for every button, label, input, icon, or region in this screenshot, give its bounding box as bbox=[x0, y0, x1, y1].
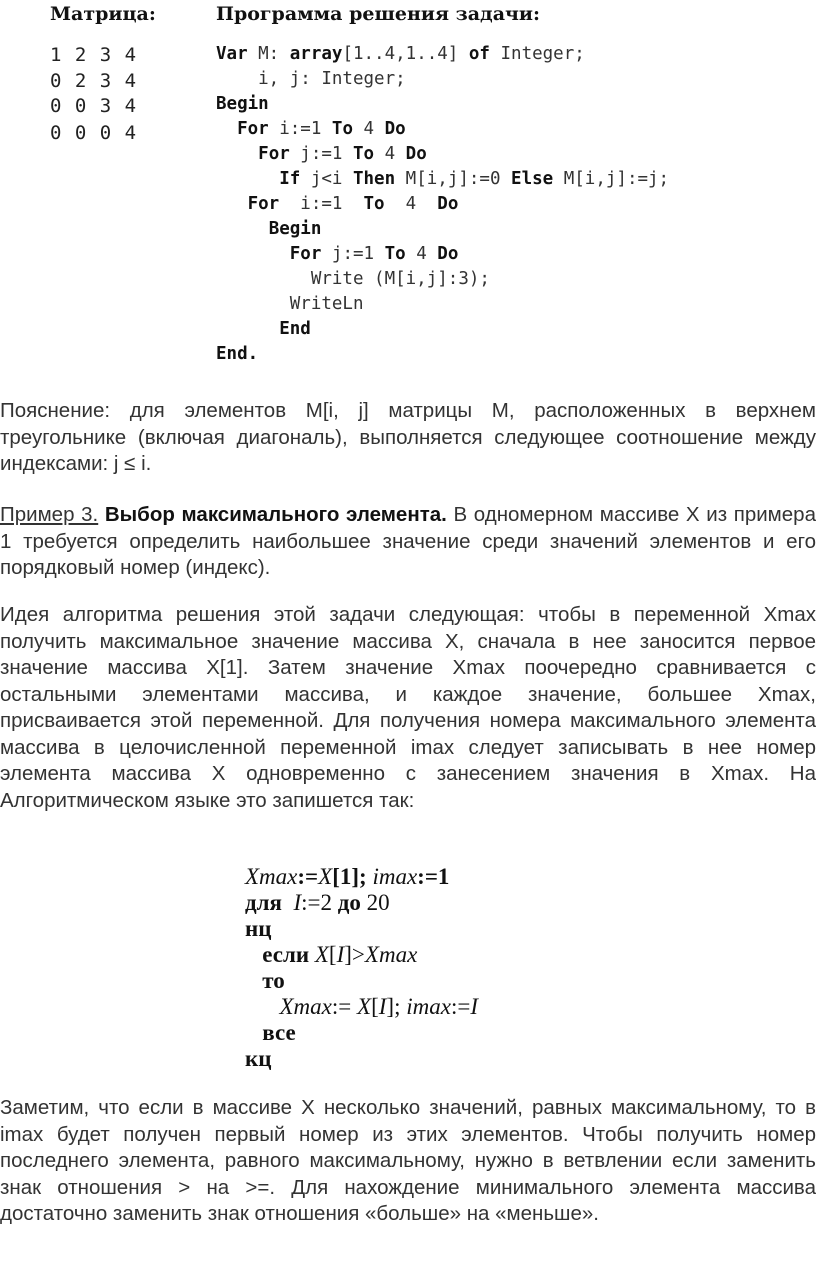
code-keyword: For bbox=[258, 144, 290, 164]
code-line bbox=[216, 192, 669, 217]
code-text: 4 bbox=[405, 244, 438, 264]
code-text bbox=[216, 319, 279, 339]
code-text bbox=[216, 194, 248, 214]
program-header: Программа решения задачи: bbox=[216, 3, 541, 25]
algorithm-text bbox=[245, 994, 280, 1019]
algorithm-text bbox=[282, 890, 294, 915]
code-line bbox=[216, 217, 669, 242]
algorithm-text: :=2 bbox=[301, 890, 338, 915]
code-text: j<i bbox=[300, 169, 353, 189]
code-text: 4 bbox=[384, 194, 438, 214]
algorithm-line bbox=[245, 1020, 478, 1046]
example-link[interactable]: Пример 3. bbox=[0, 503, 99, 526]
code-keyword: For bbox=[247, 194, 280, 214]
code-text: Write (M[i,j]:3); bbox=[216, 269, 490, 289]
code-line bbox=[216, 242, 669, 267]
example-title: Выбор максимального элемента. bbox=[104, 503, 447, 526]
algorithm-text: Xmax bbox=[364, 942, 418, 967]
algorithm-line bbox=[245, 890, 478, 916]
algorithm-keyword: :=1 bbox=[417, 864, 450, 889]
algorithm-keyword: для bbox=[245, 890, 282, 915]
algorithm-text: X bbox=[314, 942, 329, 967]
algorithm-text: imax bbox=[406, 994, 451, 1019]
code-line bbox=[216, 42, 669, 67]
code-line bbox=[216, 142, 669, 167]
explanation-paragraph: Пояснение: для элементов M[i, j] матрицы M, расположенных в верхнем треугольнике (включая диагональ), выполняется следующее соотношение между индексами: j ≤ i. bbox=[0, 399, 816, 475]
code-keyword: For bbox=[237, 119, 269, 139]
algorithm-line bbox=[245, 994, 478, 1020]
algorithm-keyword: [1]; bbox=[332, 864, 373, 889]
code-text: M: bbox=[247, 44, 290, 64]
code-text: M[i,j]:=0 bbox=[395, 169, 512, 189]
code-line bbox=[216, 117, 669, 142]
code-keyword: Begin bbox=[216, 94, 269, 114]
code-keyword: Do bbox=[437, 244, 459, 264]
algorithm-keyword: то bbox=[262, 968, 285, 993]
algorithm-idea-paragraph: Идея алгоритма решения этой задачи следующая: чтобы в переменной Xmax получить максимальное значение массива X, сначала в нее заносится первое значение массива X[1]. Затем значение Xmax поочередно сравнивается с остальными элементами массива, и каждое значение, большее Xmax, присваивается этой переменной. Для получения номера максимального элемента массива в целочисленной переменной imax следует записывать в нее номер элемента массива X одновременно с занесением значения в Xmax. На Алгоритмическом языке это запишется так: bbox=[0, 603, 816, 812]
code-keyword: Do bbox=[405, 144, 427, 164]
code-text: i, j: Integer; bbox=[216, 69, 406, 89]
algorithm-text: ]; bbox=[386, 994, 407, 1019]
algorithm-text bbox=[245, 1020, 262, 1045]
algorithm-keyword: все bbox=[262, 1020, 296, 1045]
algorithm-line bbox=[245, 968, 478, 994]
algorithm-text: [ bbox=[328, 942, 337, 967]
code-keyword: End. bbox=[216, 344, 259, 364]
algorithm-text: I bbox=[470, 994, 478, 1019]
matrix-row: 0 0 0 4 bbox=[50, 122, 138, 144]
algorithm-text: I bbox=[293, 890, 302, 915]
code-keyword: Var bbox=[216, 44, 248, 64]
code-text: 4 bbox=[374, 144, 406, 164]
code-line bbox=[216, 342, 669, 367]
code-text: i:=1 bbox=[279, 194, 364, 214]
code-text bbox=[216, 219, 269, 239]
code-text bbox=[216, 144, 258, 164]
matrix-row: 0 0 3 4 bbox=[50, 95, 138, 117]
algorithm-line bbox=[245, 942, 478, 968]
code-keyword: Do bbox=[384, 119, 406, 139]
algorithm-text: ]> bbox=[344, 942, 365, 967]
code-text: i:=1 bbox=[268, 119, 332, 139]
code-keyword: Begin bbox=[268, 219, 322, 239]
algorithm-keyword: нц bbox=[245, 916, 272, 941]
code-keyword: array bbox=[289, 44, 343, 64]
code-keyword: End bbox=[279, 319, 311, 339]
code-text bbox=[216, 119, 237, 139]
algorithm-keyword: до bbox=[337, 890, 361, 915]
algorithm-block bbox=[245, 864, 478, 1072]
algorithm-text: Xmax bbox=[245, 864, 298, 889]
algorithm-text: X bbox=[318, 864, 333, 889]
program-code bbox=[216, 42, 669, 367]
code-text bbox=[216, 244, 290, 264]
code-line bbox=[216, 292, 669, 317]
algorithm-text bbox=[245, 942, 262, 967]
code-keyword: If bbox=[279, 169, 301, 189]
code-keyword: To bbox=[331, 119, 353, 139]
algorithm-line bbox=[245, 1046, 478, 1072]
code-keyword: For bbox=[289, 244, 322, 264]
algorithm-text: := bbox=[331, 994, 357, 1019]
code-text: j:=1 bbox=[289, 144, 353, 164]
code-keyword: Then bbox=[352, 169, 396, 189]
algorithm-keyword: если bbox=[262, 942, 310, 967]
algorithm-keyword: кц bbox=[245, 1046, 272, 1071]
code-keyword: To bbox=[384, 244, 406, 264]
code-keyword: Do bbox=[437, 194, 459, 214]
matrix-row: 0 2 3 4 bbox=[50, 70, 138, 92]
algorithm-text: Xmax bbox=[279, 994, 332, 1019]
code-text: M[i,j]:=j; bbox=[553, 169, 670, 189]
code-line bbox=[216, 67, 669, 92]
code-text: WriteLn bbox=[216, 294, 364, 314]
code-keyword: of bbox=[468, 44, 490, 64]
code-keyword: To bbox=[352, 144, 375, 164]
algorithm-keyword: := bbox=[297, 864, 319, 889]
algorithm-text: imax bbox=[372, 864, 418, 889]
example-paragraph bbox=[0, 502, 816, 582]
algorithm-text: := bbox=[450, 994, 471, 1019]
note-paragraph: Заметим, что если в массиве X несколько значений, равных максимальному, то в imax будет получен первый номер из этих элементов. Чтобы получить номер последнего элемента, равного максимальному, нужно в ветвлении если заменить знак отношения > на >=. Для нахождение минимального элемента массива достаточно заменить знак отношения «больше» на «меньше». bbox=[0, 1096, 816, 1225]
code-line bbox=[216, 317, 669, 342]
code-keyword: Else bbox=[511, 169, 554, 189]
algorithm-text: [ bbox=[371, 994, 379, 1019]
code-text: j:=1 bbox=[321, 244, 385, 264]
code-text: Integer; bbox=[489, 44, 585, 64]
algorithm-text: I bbox=[336, 942, 345, 967]
code-text bbox=[216, 169, 279, 189]
algorithm-text bbox=[245, 968, 262, 993]
example-body: В одномерном массиве X из примера 1 требуется определить наибольшее значение среди значений элементов и его порядковый номер (индекс). bbox=[0, 503, 816, 579]
algorithm-text: 20 bbox=[360, 890, 390, 915]
code-line bbox=[216, 267, 669, 292]
algorithm-text: I bbox=[378, 994, 387, 1019]
code-line bbox=[216, 92, 669, 117]
matrix-header: Матрица: bbox=[50, 3, 156, 25]
code-line bbox=[216, 167, 669, 192]
code-text: 4 bbox=[352, 119, 385, 139]
code-keyword: To bbox=[363, 194, 385, 214]
algorithm-text: X bbox=[357, 994, 372, 1019]
algorithm-line bbox=[245, 864, 478, 890]
matrix-row: 1 2 3 4 bbox=[50, 44, 138, 66]
code-text: [1..4,1..4] bbox=[342, 44, 469, 64]
algorithm-line bbox=[245, 916, 478, 942]
